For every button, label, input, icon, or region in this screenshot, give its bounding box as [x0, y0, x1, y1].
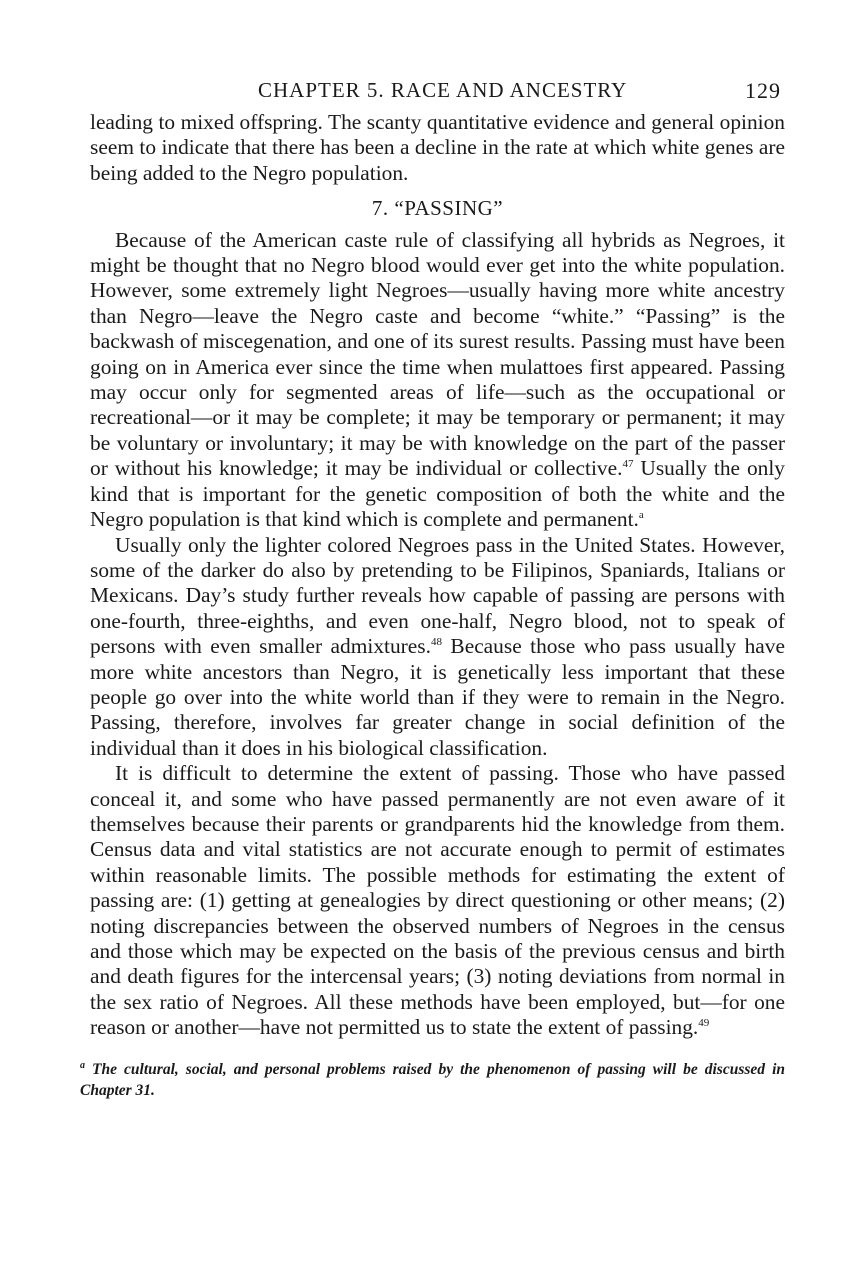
paragraph-text: Usually only the lighter colored Negroes pass in the United States. However, some of the darker do also by pretending to be Filipinos, Spaniards, Italians or Mexicans. Day’s study further reveals how capable of passing are persons with one-fourth, three-eighths, and even one-half, Negro blood, not to speak of persons with even smaller admixtures. [90, 532, 785, 659]
paragraph [90, 533, 785, 762]
footnote [80, 1055, 785, 1101]
paragraph-text: It is difficult to determine the extent of passing. Those who have passed conceal it, and some who have passed permanently are not even aware of it themselves because their parents or grandparents hid the knowledge from them. Census data and vital statistics are not accurate enough to permit of estimates within reasonable limits. The possible methods for estimating the extent of passing are: (1) getting at genealogies by direct questioning or other means; (2) noting discrepancies between the observed numbers of Negroes in the census and those which may be expected on the basis of the previous census and birth and death figures for the intercensal years; (3) noting deviations from normal in the sex ratio of Negroes. All these methods have been employed, but—for one reason or another—have not permitted us to state the extent of passing. [90, 761, 785, 1040]
paragraph [90, 761, 785, 1040]
paragraph [90, 228, 785, 533]
paragraph-text: Because those who pass usually have more white ancestors than Negro, it is genetically less important that these people go over into the white world than if they were to remain in the Negro. Passing, therefore, involves far greater change in social definition of the individual than it does in his biological classification. [90, 634, 785, 760]
paragraph-text: Because of the American caste rule of classifying all hybrids as Negroes, it might be thought that no Negro blood would ever get into the white population. However, some extremely light Negroes—usually having more white ancestry than Negro—leave the Negro caste and become “white.” “Passing” is the backwash of miscegenation, and one of its surest results. Passing must have been going on in America ever since the time when mulattoes first appeared. Passing may occur only for segmented areas of life—such as the occupational or recreational—or it may be complete; it may be temporary or permanent; it may be voluntary or involuntary; it may be with knowledge on the part of the passer or without his knowledge; it may be individual or collective. [90, 227, 785, 481]
note-reference: 47 [622, 458, 634, 471]
section-heading: 7. “PASSING” [371, 196, 504, 221]
footnote-reference: a [638, 509, 644, 522]
book-page [80, 78, 786, 1101]
note-reference: 48 [430, 636, 442, 649]
paragraph-continued [90, 110, 785, 186]
footnote-mark: a [80, 1059, 85, 1071]
footnote-text: The cultural, social, and personal problems raised by the phenomenon of passing will be discussed in Chapter 31. [80, 1060, 786, 1099]
chapter-title: CHAPTER 5. RACE AND ANCESTRY [258, 78, 628, 102]
page-number: 129 [745, 78, 781, 103]
paragraph-text: leading to mixed offspring. The scanty quantitative evidence and general opinion seem to indicate that there has been a decline in the rate at which white genes are being added to the Negro population. [90, 110, 785, 185]
paragraph-text: Usually the only kind that is important for the genetic composition of both the white and the Negro population is that kind which is complete and permanent. [90, 456, 785, 532]
running-head [90, 78, 785, 110]
note-reference: 49 [698, 1017, 710, 1030]
